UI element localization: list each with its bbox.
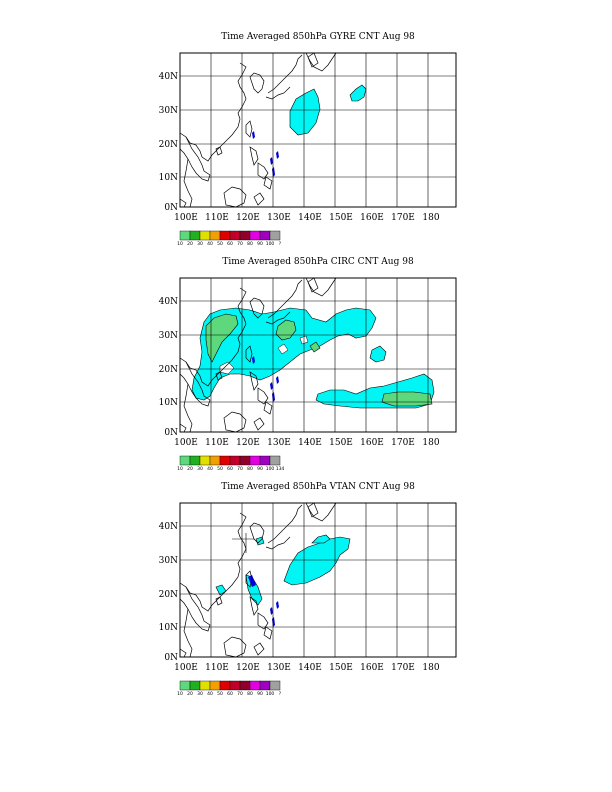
colorbar-label: 70 [237,242,243,247]
colorbar-label: 134 [275,467,285,472]
colorbar-label: 40 [207,242,213,247]
colorbar-swatch [210,231,220,240]
colorbar-swatch [270,456,280,465]
lon-label: 130E [267,438,291,448]
colorbar-label: 90 [257,242,263,247]
colorbar-label: 100 [265,692,275,697]
lon-label: 180 [422,663,440,673]
colorbar-swatch [230,456,240,465]
lon-label: 110E [205,663,229,673]
panel-title-gyre: Time Averaged 850hPa GYRE CNT Aug 98 [221,32,415,42]
colorbar-label: 80 [247,467,253,472]
lat-label: 0N [164,428,178,438]
colorbar-swatch [250,456,260,465]
colorbar-swatch [220,231,230,240]
lat-label: 40N [158,297,178,307]
lon-label: 130E [267,663,291,673]
lon-label: 160E [360,663,384,673]
lat-label: 40N [158,522,178,532]
colorbar-label: 80 [247,692,253,697]
lat-label: 20N [158,365,178,375]
lat-label: 20N [158,140,178,150]
colorbar-swatch [260,231,270,240]
lat-label: 10N [158,398,178,408]
lon-label: 180 [422,213,440,223]
lon-label: 160E [360,438,384,448]
colorbar-label: 40 [207,692,213,697]
colorbar-swatch [260,681,270,690]
colorbar-label: 60 [227,242,233,247]
lon-label: 100E [174,663,198,673]
colorbar-swatch [190,681,200,690]
colorbar-label: 50 [217,692,223,697]
colorbar-swatch [210,681,220,690]
colorbar-swatch [180,231,190,240]
lon-label: 110E [205,438,229,448]
lon-label: 130E [267,213,291,223]
colorbar-swatch [230,681,240,690]
lon-label: 140E [298,663,322,673]
lon-label: 140E [298,438,322,448]
lat-label: 10N [158,173,178,183]
colorbar-swatch [250,681,260,690]
colorbar-label: 40 [207,467,213,472]
colorbar-label: 20 [187,242,193,247]
colorbar-label: 70 [237,692,243,697]
map-panel-vtan [180,503,456,657]
colorbar-swatch [270,681,280,690]
lon-label: 150E [329,438,353,448]
colorbar-label: 20 [187,692,193,697]
colorbar-label: 90 [257,692,263,697]
lat-label: 0N [164,653,178,663]
colorbar-label: 100 [265,242,275,247]
colorbar-label: 30 [197,467,203,472]
lon-label: 170E [391,663,415,673]
lat-label: 30N [158,106,178,116]
lon-label: 100E [174,438,198,448]
colorbar-label: 90 [257,467,263,472]
shading-region-strong [382,392,432,406]
colorbar-swatch [240,456,250,465]
lat-label: 40N [158,72,178,82]
colorbar-label: 10 [177,692,183,697]
colorbar-label: 30 [197,242,203,247]
lon-axis-gyre [174,213,440,223]
panel-title-circ: Time Averaged 850hPa CIRC CNT Aug 98 [222,257,414,267]
colorbar-label: ? [278,242,282,247]
colorbar-gyre [177,231,282,247]
colorbar-label: 60 [227,467,233,472]
colorbar-swatch [190,456,200,465]
map-panel-circ [180,278,456,432]
lon-label: 110E [205,213,229,223]
lon-label: 100E [174,213,198,223]
lon-axis-circ [174,438,440,448]
colorbar-label: 60 [227,692,233,697]
colorbar-label: 20 [187,467,193,472]
lon-label: 140E [298,213,322,223]
lat-axis-vtan [159,522,178,663]
lat-label: 20N [158,590,178,600]
colorbar-label: 10 [177,242,183,247]
colorbar-swatch [210,456,220,465]
lon-label: 160E [360,213,384,223]
colorbar-swatch [220,456,230,465]
colorbar-swatch [270,231,280,240]
lon-label: 120E [236,438,260,448]
colorbar-label: 10 [177,467,183,472]
lat-label: 30N [158,331,178,341]
colorbar-circ [177,456,284,472]
colorbar-swatch [240,231,250,240]
lon-label: 180 [422,438,440,448]
lon-label: 170E [391,213,415,223]
colorbar-label: 70 [237,467,243,472]
colorbar-swatch [180,681,190,690]
colorbar-swatch [250,231,260,240]
panel-title-vtan: Time Averaged 850hPa VTAN CNT Aug 98 [221,482,415,492]
lat-label: 0N [164,203,178,213]
colorbar-label: ? [278,692,282,697]
colorbar-swatch [260,456,270,465]
colorbar-label: 50 [217,242,223,247]
lon-label: 120E [236,663,260,673]
colorbar-swatch [180,456,190,465]
lat-label: 30N [158,556,178,566]
lat-axis-circ [159,297,178,438]
colorbar-swatch [190,231,200,240]
colorbar-label: 100 [265,467,275,472]
lon-label: 170E [391,438,415,448]
lat-label: 10N [158,623,178,633]
colorbar-swatch [200,456,210,465]
colorbar-label: 30 [197,692,203,697]
map-panel-gyre [180,53,456,207]
colorbar-swatch [240,681,250,690]
lon-axis-vtan [174,663,440,673]
colorbar-swatch [230,231,240,240]
colorbar-label: 50 [217,467,223,472]
lat-axis-gyre [159,72,178,213]
colorbar-vtan [177,681,282,697]
colorbar-swatch [220,681,230,690]
lon-label: 150E [329,663,353,673]
lon-label: 150E [329,213,353,223]
lon-label: 120E [236,213,260,223]
colorbar-swatch [200,231,210,240]
colorbar-label: 80 [247,242,253,247]
colorbar-swatch [200,681,210,690]
